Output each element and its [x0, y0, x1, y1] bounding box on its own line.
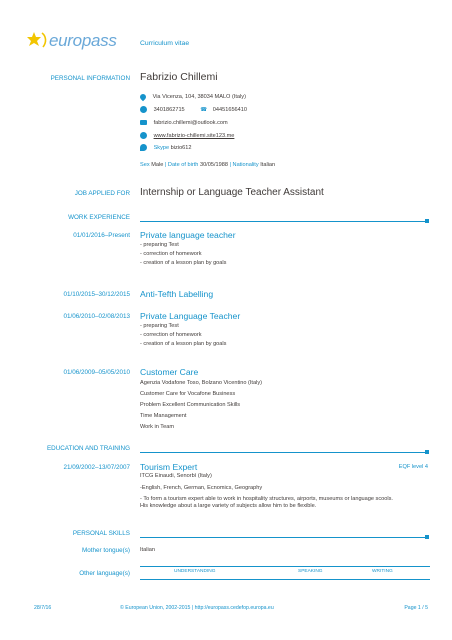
work-detail-line: - preparing Test [140, 242, 179, 248]
col-understanding: UNDERSTANDING [174, 569, 216, 574]
nationality-value: Italian [260, 162, 276, 168]
education-title: Tourism Expert [140, 462, 198, 472]
logo-text: europass [49, 31, 117, 50]
language-grid-header [140, 566, 430, 580]
work-details [140, 322, 430, 349]
email-icon [140, 120, 147, 125]
work-detail-line: - correction of homework [140, 332, 202, 338]
personal-details: Sex Male | Date of birth 30/05/1988 | Nationality Italian [140, 162, 276, 168]
work-dates: 01/01/2016–Present [73, 232, 130, 239]
personal-info-label: PERSONAL INFORMATION [50, 75, 130, 82]
work-dates: 01/06/2010–02/08/2013 [63, 313, 130, 320]
work-title: Anti-Tefth Labelling [140, 289, 214, 299]
im-line [140, 144, 430, 153]
work-detail-line: Agenzia Vodafone Toso, Bolzano Vicentino (Italy) [140, 380, 263, 386]
job-applied-value: Internship or Language Teacher Assistant [140, 187, 324, 198]
sex-label: Sex [140, 162, 150, 168]
education-dates: 21/09/2002–13/07/2007 [63, 464, 130, 471]
education-details [140, 472, 430, 510]
phone: 3401862715 [153, 107, 185, 113]
chat-icon [140, 144, 147, 151]
school-name: ITCG Einaudi, Senorbì (Italy) [140, 473, 212, 479]
im-label: Skype [153, 145, 170, 151]
work-detail-line: Problem Excellent Communication Skills [140, 402, 241, 408]
work-detail-line: - creation of a lesson plan by goals [140, 341, 227, 347]
education-subjects: -English, French, German, Ecnomics, Geography [140, 485, 263, 491]
mother-tongue-label: Mother tongue(s) [82, 547, 130, 554]
work-experience-label: WORK EXPERIENCE [68, 214, 130, 221]
other-languages-label: Other language(s) [79, 570, 130, 577]
work-detail-line: Time Management [140, 413, 187, 419]
footer-page: Page 1 / 5 [404, 605, 428, 611]
work-detail-line: - preparing Test [140, 323, 179, 329]
email-line [140, 119, 430, 128]
eqf-level: EQF level 4 [398, 464, 428, 470]
section-divider [140, 221, 427, 222]
sex-value: Male [151, 162, 164, 168]
footer-date: 28/7/16 [34, 605, 52, 611]
job-applied-label: JOB APPLIED FOR [74, 190, 130, 197]
work-title: Private language teacher [140, 230, 236, 240]
doc-title: Curriculum vitae [140, 40, 190, 47]
mobile: 04451656410 [212, 107, 248, 113]
website-link[interactable]: www.fabrizio-chillemi.site123.me [153, 133, 235, 139]
work-details [140, 241, 430, 268]
address-line [140, 93, 430, 102]
section-divider [140, 537, 427, 538]
education-description: - To form a tourism expert able to work in hospitality structures, airports, museums or language scools. [140, 496, 393, 502]
personal-skills-label: PERSONAL SKILLS [72, 530, 130, 537]
education-label: EDUCATION AND TRAINING [46, 445, 130, 452]
address: Via Vicenza, 104, 38034 MALO (Italy) [152, 94, 246, 100]
section-divider [140, 452, 427, 453]
location-icon [139, 92, 147, 100]
website-line [140, 132, 430, 141]
work-detail-line: Work in Team [140, 424, 174, 430]
col-writing: WRITING [372, 569, 393, 574]
work-details [140, 378, 430, 433]
work-dates: 01/06/2009–05/05/2010 [63, 369, 130, 376]
work-detail-line: - creation of a lesson plan by goals [140, 260, 227, 266]
candidate-name: Fabrizio Chillemi [140, 71, 218, 83]
phone-icon [140, 106, 147, 113]
globe-icon [140, 132, 147, 139]
mobile-icon: ☎ [200, 107, 208, 113]
europass-logo [24, 27, 129, 55]
col-speaking: SPEAKING [298, 569, 323, 574]
dob-value: 30/05/1988 [199, 162, 228, 168]
work-title: Customer Care [140, 367, 199, 377]
work-detail-line: - correction of homework [140, 251, 202, 257]
email[interactable]: fabrizio.chillemi@outlook.com [153, 120, 228, 126]
work-detail-line: Customer Care for Vocafone Business [140, 391, 236, 397]
im-value: bizio612 [170, 145, 192, 151]
mother-tongue-value: Italian [140, 547, 155, 553]
work-dates: 01/10/2015–30/12/2015 [63, 291, 130, 298]
phone-line [140, 106, 430, 115]
nationality-label: Nationality [232, 162, 259, 168]
work-title: Private Language Teacher [140, 311, 241, 321]
star-circle-icon [24, 27, 50, 53]
education-description: His knowledge about a large variety of subjects allow him to be flexible. [140, 503, 317, 509]
footer-copyright: © European Union, 2002-2015 | http://europass.cedefop.europa.eu [120, 605, 274, 611]
dob-label: Date of birth [167, 162, 199, 168]
